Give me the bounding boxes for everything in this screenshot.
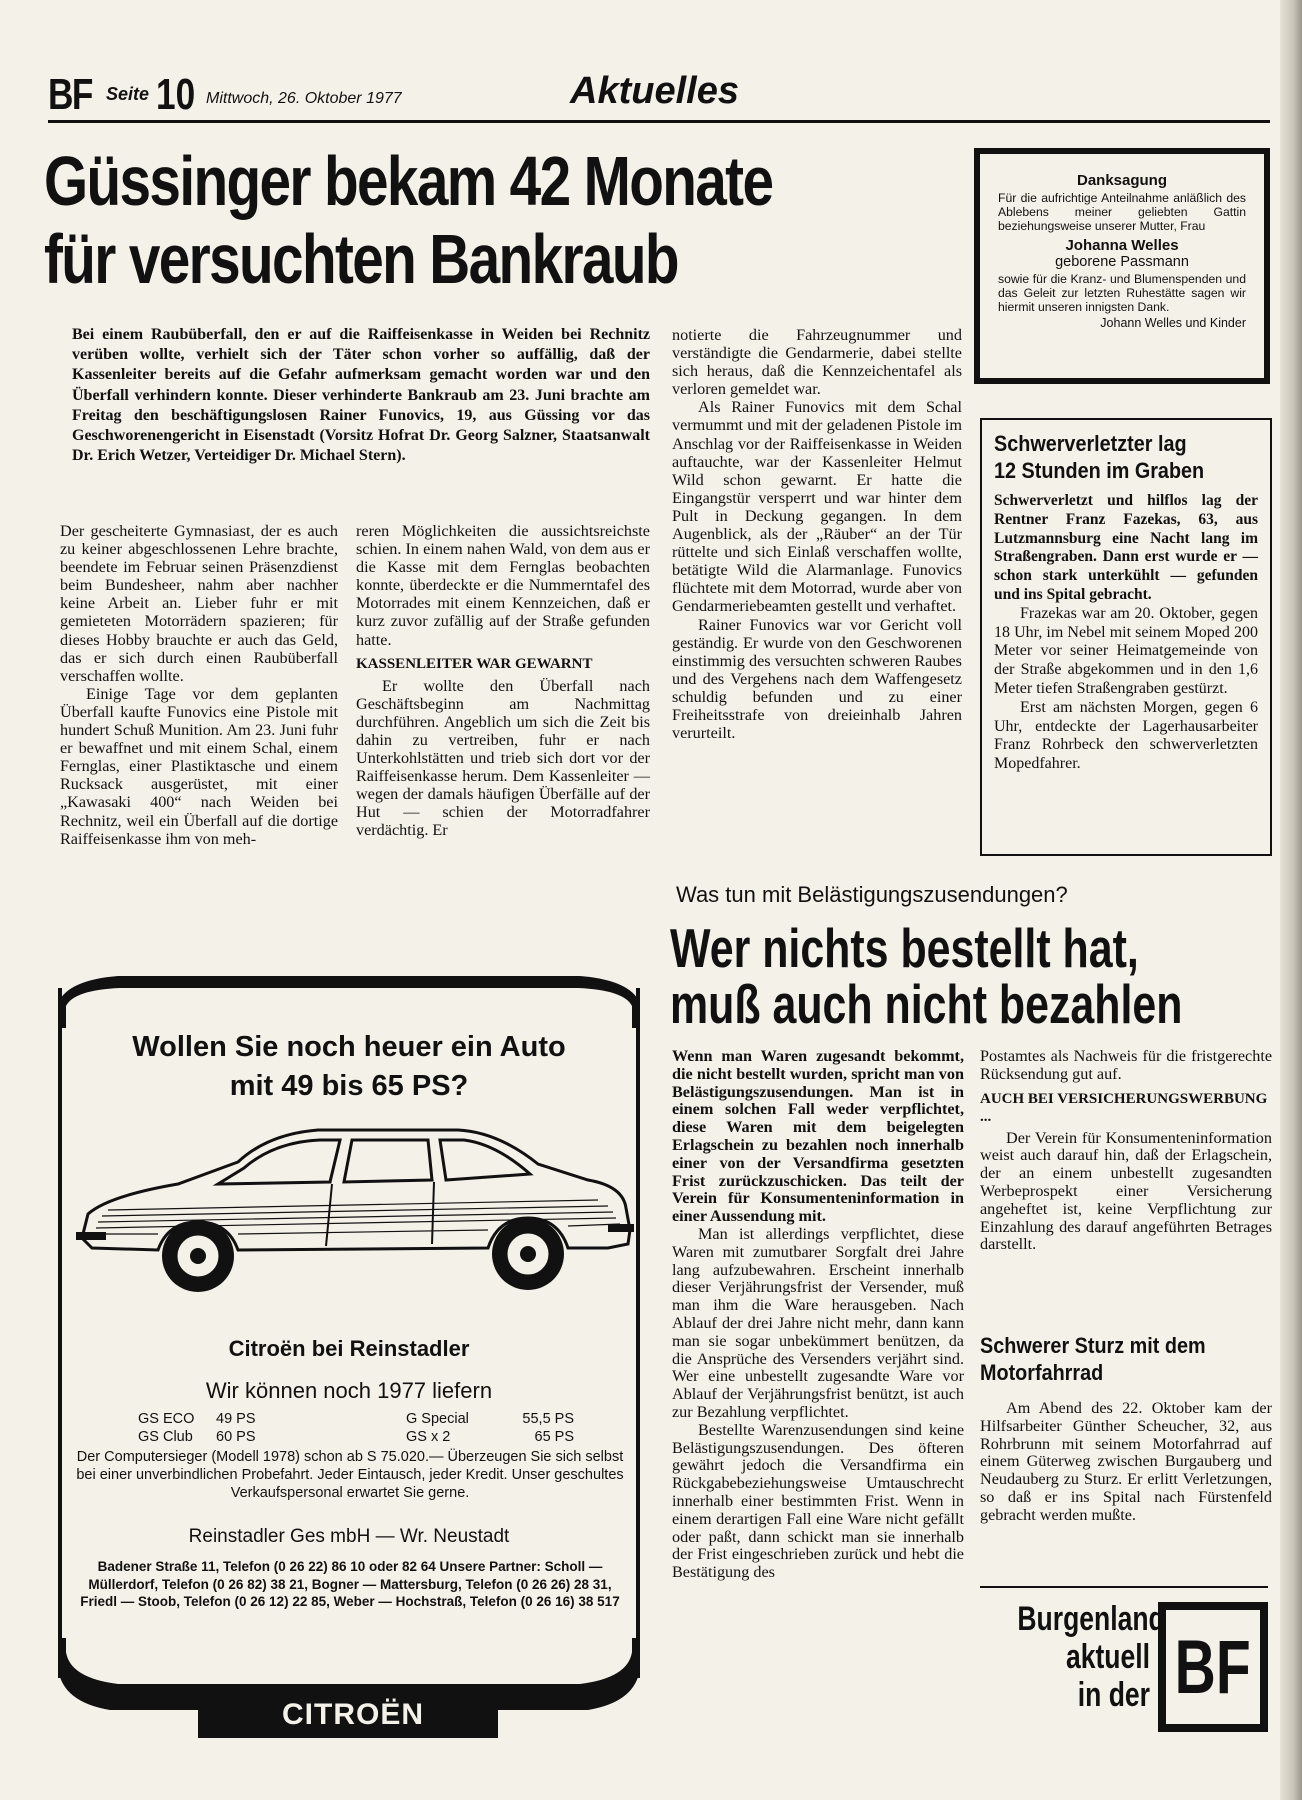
article1-col1-p2: Einige Tage vor dem geplanten Überfall kaufte Funovics eine Pistole mit hundert Schuß Munition. Am 23. Juni fuhr er bewaffnet und mit einem Schal, einem Fernglas, einer Plastiktasche und einem Rucksack ausgerüstet, mit einer „Kawasaki 400“ nach Weiden bei Rechnitz, weil ein Überfall auf die dortige Raiffeisenkasse ihm von meh- — [60, 684, 338, 848]
danksagung-box — [974, 148, 1270, 384]
sidebar1-p1: Frazekas war am 20. Oktober, gegen 18 Uhr, im Nebel mit seinem Moped 200 Meter vor seiner Heimatgemeinde von der Straße abgekommen und in den 1,6 Meter tiefen Straßengraben gestürzt. — [994, 604, 1258, 697]
masthead-logo: BF — [48, 70, 92, 119]
danksagung-born: geborene Passmann — [1055, 254, 1189, 270]
article1-col2-p2: Er wollte den Überfall nach Geschäftsbeginn am Nachmittag durchführen. Angeblich um sich die Zeit bis dahin zu vertreiben, fuhr er nach Unterkohlstätten und trieb sich dort vor der Raiffeisenkasse herum. Dem Kassenleiter — wegen der damals häufigen Überfälle auf der Hut — schien der Motorradfahrer verdächtig. Er — [356, 676, 650, 840]
article1-col3-p3: Rainer Funovics war vor Gericht voll geständig. Er wurde von den Geschworenen einstimmig des versuchten schweren Raubes und des Vergehens nach dem Waffengesetz schuldig befunden und zu einer Freiheitsstrafe von dreieinhalb Jahren verurteilt. — [672, 615, 962, 743]
page-number: 10 — [156, 70, 196, 119]
model-name: GS ECO — [138, 1411, 195, 1427]
sidebar1-headline — [994, 430, 1232, 484]
article2-subheading: AUCH BEI VERSICHERUNGSWERBUNG ... — [980, 1090, 1268, 1125]
ad-model-row — [138, 1428, 578, 1446]
danksagung-title: Danksagung — [1076, 172, 1167, 189]
ad-title-line2: mit 49 bis 65 PS? — [229, 1070, 469, 1102]
sidebar2-headline-line2: Motorfahrrad — [980, 1360, 1104, 1385]
sidebar1-headline-line2: 12 Stunden im Graben — [994, 458, 1205, 483]
article1-col2-p1: reren Möglichkeiten die aussichtsreichste schien. In einem nahen Wald, von dem aus er die Kasse mit dem Fernglas beobachten konnte, überdeckte er die Nummerntafel des Motorrades mit einem Kennzeichen, daß er kurz zuvor zufällig auf der Straße gefunden hatte. — [356, 522, 650, 649]
sidebar1-headline-line1: Schwerverletzter lag — [994, 431, 1187, 456]
ad-contact: Badener Straße 11, Telefon (0 26 22) 86 10 oder 82 64 Unsere Partner: Scholl — Müllerdorf, Telefon (0 26 82) 38 21, Bogner — Mattersburg, Telefon (0 26 26) 28 31, Friedl — Stoob, Telefon (0 26 12) 22 85, Weber — Hochstraß, Telefon (0 26 16) 38 517 — [80, 1559, 620, 1609]
ad-model-row — [138, 1410, 578, 1428]
article2-p2: Bestellte Warenzusendungen sind keine Belästigungszusendungen. Des öfteren gewährt jedoch die Versandfirma ein Rückgabebeziehungsweise Umtauschrecht innerhalb einer bestimmten Frist. Wenn in einem derartigen Fall eine Ware nicht gefällt oder paßt, dann schickt man sie innerhalb der Frist eingeschrieben zurück und hebt die Bestätigung des — [672, 1420, 964, 1582]
ad-title — [78, 1028, 620, 1106]
promo-text — [980, 1600, 1165, 1714]
promo-line3: in der — [1077, 1676, 1150, 1714]
ad-delivery-note: Wir können noch 1977 liefern — [205, 1378, 493, 1403]
danksagung-name: Johanna Welles — [1065, 237, 1179, 254]
article1-headline-line1: Güssinger bekam 42 Monate — [44, 142, 773, 220]
article2-column-2 — [980, 1048, 1272, 1254]
masthead — [48, 70, 1268, 120]
promo-line1: Burgenland — [1017, 1600, 1165, 1638]
sidebar1-p2: Erst am nächsten Morgen, gegen 6 Uhr, entdeckte der Lagerhausarbeiter Franz Rohrbeck den schwerverletzten Mopedfahrer. — [994, 698, 1258, 773]
article2-kicker: Was tun mit Belästigungszusendungen? — [676, 882, 1068, 907]
sidebar1-box — [980, 418, 1272, 856]
masthead-rule — [48, 120, 1270, 123]
article2-col2-p1: Postamtes als Nachweis für die fristgerechte Rücksendung gut auf. — [980, 1047, 1272, 1083]
ad-dealer: Citroën bei Reinstadler — [228, 1336, 470, 1361]
citroen-brand-logo: CITROËN — [282, 1698, 424, 1731]
article1-column-2 — [356, 522, 650, 840]
ad-body-text: Der Computersieger (Modell 1978) schon ab S 75.020.— Überzeugen Sie sich selbst bei einer unverbindlichen Probefahrt. Jeder Eintausch, jeder Kredit. Unser geschultes Verkaufspersonal erwartet Sie gerne. — [76, 1449, 624, 1501]
model-name: GS x 2 — [406, 1429, 451, 1445]
article1-col3-p2: Als Rainer Funovics mit dem Schal vermummt und mit der geladenen Pistole im Anschlag vor der Raiffeisenkasse in Weiden auftauchte, war der Kassenleiter Helmut Wild schon gewarnt. Er hatte die Eingangstür versperrt und war hinter dem Pult in Deckung gegangen. In dem Augenblick, als der „Räuber“ an der Tür rüttelte und sich Einlaß verschaffen wollte, betätigte Wild die Alarmanlage. Funovics flüchtete mit dem Motorrad, wurde aber von Gendarmeriebeamten gestellt und verhaftet. — [672, 398, 962, 616]
page-edge-shadow — [1280, 0, 1302, 1800]
article2-headline — [670, 917, 1290, 1035]
article2-col2-p2: Der Verein für Konsumenteninformation weist auch darauf hin, daß der Erlagschein, der an einem unbestellt zugesandten Werbeprospekt einer Versicherung angeheftet ist, keine Verpflichtung zur Einzahlung des darauf angeführten Betrages darstellt. — [980, 1128, 1272, 1254]
sidebar2-headline — [980, 1332, 1280, 1386]
article1-headline — [44, 142, 964, 298]
article2-column-1 — [672, 1048, 964, 1582]
article1-col3-p1: notierte die Fahrzeugnummer und verständigte die Gendarmerie, dabei stellte sich heraus, daß die Kennzeichentafel als verloren gemeldet war. — [672, 326, 962, 399]
article2-p1: Man ist allerdings verpflichtet, diese Waren mit zumutbarer Sorgfalt drei Jahre lang aufzubewahren. Erscheint innerhalb dieser Verjährungsfrist der Versender, muß man ihm die Ware herausgeben. Nach Ablauf der drei Jahre nicht mehr, dann kann man sie sogar unbekümmert benützen, da die Ansprüche des Versenders verjährt sind. Wer eine unbestellt zugesandte Ware vor Ablauf der Verjährungsfrist benützt, ist auch zur Bezahlung verpflichtet. — [672, 1224, 964, 1421]
danksagung-text1: Für die aufrichtige Anteilnahme anläßlich des Ablebens meiner geliebten Gattin beziehungsweise unserer Mutter, Frau — [998, 191, 1246, 233]
ad-company: Reinstadler Ges mbH — Wr. Neustadt — [188, 1526, 510, 1547]
article1-subheading: KASSENLEITER WAR GEWARNT — [356, 655, 593, 672]
article1-col1-p1: Der gescheiterte Gymnasiast, der es auch zu keiner abgeschlossenen Lehre brachte, beendete im Februar seinen Präsenzdienst beim Bundesheer, nahm aber nachher keine Arbeit an. Lieber fuhr er mit gemieteten Motorrädern spazieren; für dieses Hobby brauchte er auch das Geld, das er sich durch einen Raubüberfall verschaffen wollte. — [60, 522, 338, 685]
car-illustration — [68, 1118, 648, 1298]
article2-lead: Wenn man Waren zugesandt bekommt, die nicht bestellt wurden, spricht man von Belästigungszusendungen. Man ist in einem solchen Fall weder verpflichtet, diese Waren mit dem beigelegten Erlagschein zu bezahlen noch innerhalb einer von der Versandfirma gesetzten Frist zurückzuschicken. Das teilt der Verein für Konsumenteninformation in einer Aussendung mit. — [672, 1047, 964, 1226]
model-ps: 55,5 PS — [522, 1411, 574, 1427]
danksagung-text2: sowie für die Kranz- und Blumenspenden und das Geleit zur letzten Ruhestätte sagen wir hiermit unseren innigsten Dank. — [998, 272, 1246, 314]
model-ps: 65 PS — [534, 1429, 574, 1445]
danksagung-signature: Johann Welles und Kinder — [1100, 316, 1246, 330]
ad-title-line1: Wollen Sie noch heuer ein Auto — [132, 1031, 566, 1063]
model-name: GS Club — [138, 1429, 193, 1445]
masthead-seite-label: Seite — [106, 84, 150, 104]
article1-headline-line2: für versuchten Bankraub — [44, 220, 678, 298]
sidebar2-headline-line1: Schwerer Sturz mit dem — [980, 1333, 1206, 1358]
promo-bf-logo — [1158, 1602, 1268, 1732]
section-title: Aktuelles — [570, 70, 739, 112]
promo-logo-text: BF — [1175, 1624, 1251, 1710]
article1-lead: Bei einem Raubüberfall, den er auf die Raiffeisenkasse in Weiden bei Rechnitz verüben wollte, verhielt sich der Täter schon vorher so auffällig, daß der Kassenleiter bereits auf die Gefahr aufmerksam gemacht worden war und den Überfall verhindern konnte. Dieser verhinderte Bankraub am 23. Juni brachte am Freitag den beschäftigungslosen Rainer Funovics, 19, aus Güssing vor das Geschworenengericht in Eisenstadt (Vorsitz Hofrat Dr. Georg Salzner, Staatsanwalt Dr. Erich Wetzer, Verteidiger Dr. Michael Stern). — [72, 326, 650, 465]
article1-column-3 — [672, 326, 962, 742]
model-name: G Special — [406, 1411, 469, 1427]
sidebar1-lead: Schwerverletzt und hilflos lag der Rentner Franz Fazekas, 63, aus Lutzmannsburg eine Nacht lang im Straßengraben. Dann erst wurde er — schon stark unterkühlt — gefunden und ins Spital gebracht. — [994, 492, 1258, 603]
promo-line2: aktuell — [1065, 1638, 1150, 1676]
model-ps: 60 PS — [216, 1429, 256, 1445]
article2-headline-line2: muß auch nicht bezahlen — [670, 973, 1183, 1035]
model-ps: 49 PS — [216, 1411, 256, 1427]
sidebar2-body — [980, 1400, 1272, 1525]
ad-model-list — [138, 1410, 578, 1446]
article2-headline-line1: Wer nichts bestellt hat, — [670, 917, 1139, 979]
article1-column-1 — [60, 522, 338, 848]
citroen-advertisement — [58, 958, 640, 1738]
promo-box — [980, 1586, 1268, 1736]
issue-date: Mittwoch, 26. Oktober 1977 — [206, 90, 402, 107]
sidebar2-p1: Am Abend des 22. Oktober kam der Hilfsarbeiter Günther Scheucher, 32, aus Rohrbrunn mit seinem Motorfahrrad auf einem Güterweg zwischen Burgauberg und Neudauberg zu Sturz. Er erlitt Verletzungen, so daß er ins Spital nach Fürstenfeld gebracht werden mußte. — [980, 1399, 1272, 1524]
